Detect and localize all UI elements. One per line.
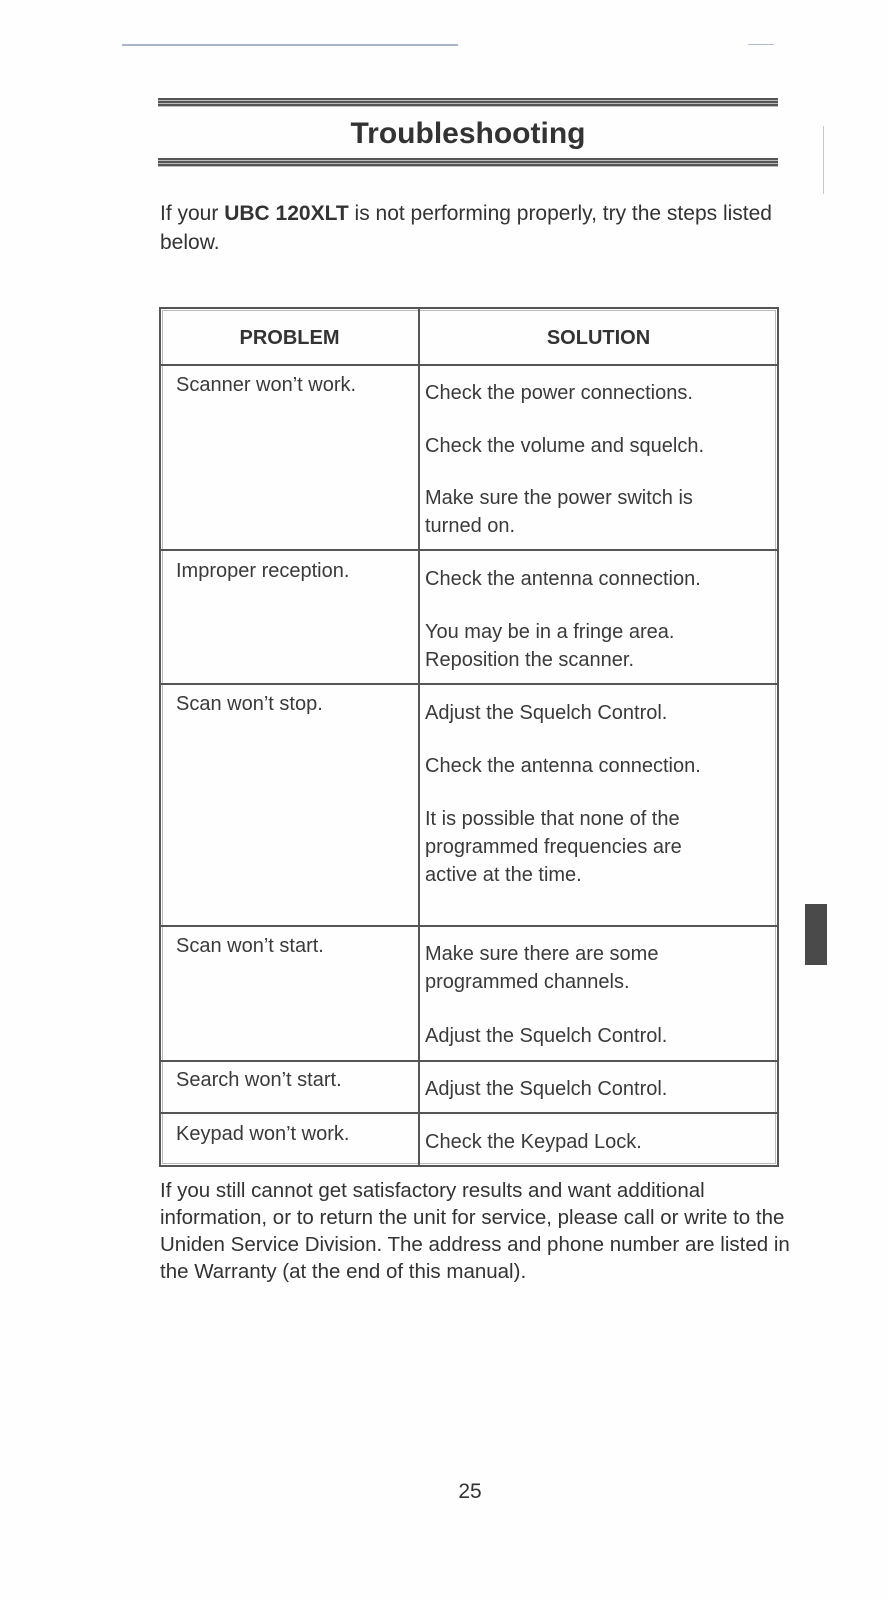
solution-cell: Check the volume and squelch. (425, 435, 705, 457)
solution-cell: Adjust the Squelch Control. (425, 1025, 668, 1047)
problem-cell: Improper reception. (176, 560, 350, 582)
solution-cell: Make sure the power switch is turned on. (425, 487, 693, 537)
problem-cell: Search won’t start. (176, 1069, 342, 1091)
solution-cell: Adjust the Squelch Control. (425, 702, 668, 724)
problem-cell: Scanner won’t work. (176, 374, 357, 396)
title-rule-bottom (158, 158, 778, 167)
problem-cell: Scan won’t stop. (176, 693, 323, 715)
header-divider (161, 364, 777, 366)
solution-cell: Check the antenna connection. (425, 568, 701, 590)
solution-cell: Check the power connections. (425, 382, 693, 404)
section-tab-marker (805, 904, 827, 965)
column-divider (418, 309, 420, 1166)
column-header-solution: SOLUTION (546, 327, 651, 349)
solution-cell: Adjust the Squelch Control. (425, 1078, 668, 1100)
problem-cell: Keypad won’t work. (176, 1123, 350, 1145)
column-header-problem: PROBLEM (239, 327, 340, 349)
closing-paragraph: If you still cannot get satisfactory results and want additional information, or to return the unit for service, please call or write to the Uniden Service Division. The address and phone number are listed in the Warranty (at the end of this manual). (160, 1179, 790, 1283)
scan-artifact-line (748, 44, 774, 45)
solution-cell: Make sure there are some programmed channels. (425, 943, 659, 993)
page-title: Troubleshooting (350, 117, 586, 150)
intro-text: If your (160, 202, 225, 225)
title-rule-top (158, 98, 778, 107)
intro-text: is not performing properly, try the steps listed below. (160, 202, 772, 254)
scan-artifact-line (122, 44, 458, 46)
row-divider (161, 925, 777, 927)
problem-cell: Scan won’t start. (176, 935, 324, 957)
row-divider (161, 1060, 777, 1062)
row-divider (161, 1112, 777, 1114)
page-edge-line (823, 126, 824, 194)
intro-paragraph (160, 199, 800, 257)
row-divider (161, 683, 777, 685)
model-name: UBC 120XLT (224, 202, 349, 225)
page-number: 25 (458, 1480, 482, 1503)
solution-cell: You may be in a fringe area. Reposition the scanner. (425, 621, 675, 671)
solution-cell: Check the antenna connection. (425, 755, 701, 777)
row-divider (161, 549, 777, 551)
solution-cell: Check the Keypad Lock. (425, 1131, 642, 1153)
solution-cell: It is possible that none of the programmed frequencies are active at the time. (425, 808, 682, 886)
